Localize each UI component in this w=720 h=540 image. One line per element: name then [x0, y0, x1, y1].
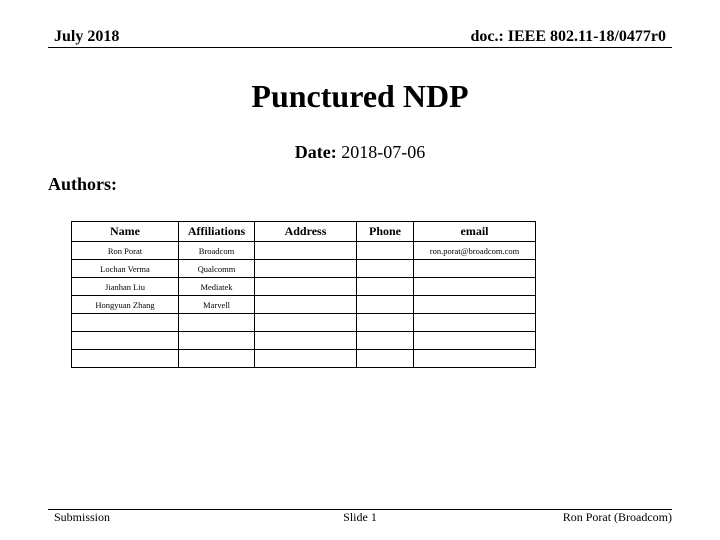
- cell-name: Jianhan Liu: [72, 278, 179, 296]
- cell-email: [414, 296, 536, 314]
- cell-affiliation: [179, 314, 255, 332]
- header-date: July 2018: [54, 28, 120, 45]
- table-row: [72, 314, 536, 332]
- cell-email: [414, 278, 536, 296]
- cell-email: [414, 350, 536, 368]
- date-value: 2018-07-06: [341, 142, 426, 162]
- cell-name: Lochan Verma: [72, 260, 179, 278]
- cell-address: [255, 314, 357, 332]
- date-label: Date:: [294, 142, 337, 162]
- cell-email: [414, 332, 536, 350]
- footer-author: Ron Porat (Broadcom): [562, 510, 672, 524]
- cell-affiliation: Marvell: [179, 296, 255, 314]
- column-header-affiliations: Affiliations: [179, 222, 255, 242]
- slide-title: Punctured NDP: [251, 78, 469, 114]
- table-header-row: [72, 222, 536, 242]
- table-row: [72, 242, 536, 260]
- date-line: [0, 142, 720, 163]
- table-row: [72, 260, 536, 278]
- table-row: [72, 332, 536, 350]
- authors-heading: Authors:: [48, 174, 118, 194]
- cell-address: [255, 296, 357, 314]
- column-header-name: Name: [72, 222, 179, 242]
- cell-phone: [357, 278, 414, 296]
- cell-affiliation: [179, 332, 255, 350]
- cell-address: [255, 332, 357, 350]
- cell-affiliation: Broadcom: [179, 242, 255, 260]
- table-row: [72, 278, 536, 296]
- header-doc-id: doc.: IEEE 802.11-18/0477r0: [470, 28, 666, 45]
- column-header-address: Address: [255, 222, 357, 242]
- cell-phone: [357, 332, 414, 350]
- column-header-email: email: [414, 222, 536, 242]
- cell-email: ron.porat@broadcom.com: [414, 242, 536, 260]
- cell-email: [414, 314, 536, 332]
- table-row: [72, 296, 536, 314]
- cell-address: [255, 278, 357, 296]
- cell-phone: [357, 242, 414, 260]
- cell-email: [414, 260, 536, 278]
- table-row: [72, 350, 536, 368]
- cell-address: [255, 242, 357, 260]
- cell-address: [255, 350, 357, 368]
- cell-name: [72, 332, 179, 350]
- footer-slide-number: Slide 1: [343, 510, 377, 524]
- cell-phone: [357, 296, 414, 314]
- cell-affiliation: Mediatek: [179, 278, 255, 296]
- header-divider: [48, 47, 672, 48]
- cell-affiliation: Qualcomm: [179, 260, 255, 278]
- cell-name: [72, 350, 179, 368]
- cell-phone: [357, 350, 414, 368]
- footer-submission: Submission: [54, 510, 111, 524]
- cell-affiliation: [179, 350, 255, 368]
- cell-phone: [357, 314, 414, 332]
- column-header-phone: Phone: [357, 222, 414, 242]
- cell-phone: [357, 260, 414, 278]
- cell-address: [255, 260, 357, 278]
- authors-table: [71, 221, 536, 368]
- cell-name: Hongyuan Zhang: [72, 296, 179, 314]
- cell-name: [72, 314, 179, 332]
- cell-name: Ron Porat: [72, 242, 179, 260]
